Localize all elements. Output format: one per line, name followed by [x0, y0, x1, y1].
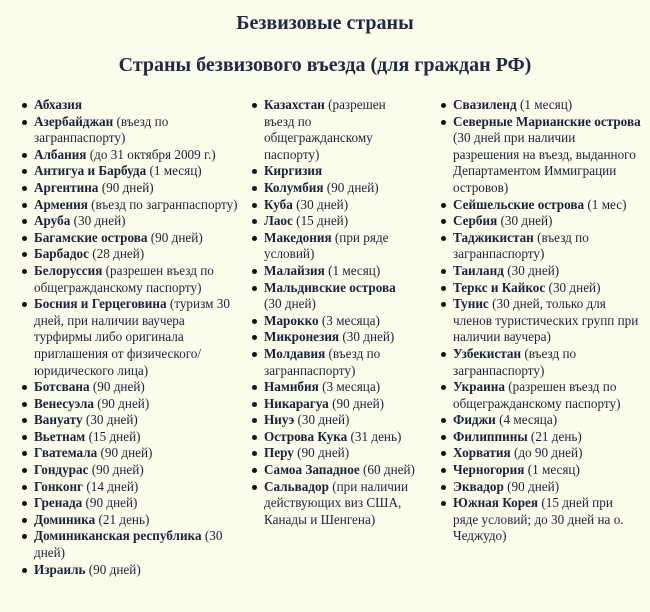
country-name: Перу	[264, 445, 294, 461]
country-list-item	[22, 379, 246, 396]
entry-conditions: (1 месяц)	[146, 163, 202, 179]
entry-conditions: (15 дней при ряде условий; до 30 дней на о. Чеджудо)	[453, 495, 624, 544]
country-name: Доминиканская республика	[34, 528, 202, 544]
entry-conditions: (28 дней)	[88, 246, 145, 262]
country-list-item	[252, 379, 416, 396]
entry-conditions: (90 дней)	[98, 179, 154, 195]
country-name: Таджикистан	[453, 229, 534, 245]
country-list-item	[22, 97, 246, 114]
country-name: Мальдивские острова	[264, 279, 396, 295]
country-list-item	[441, 280, 641, 297]
entry-conditions: (31 день)	[347, 428, 402, 444]
entry-conditions: (при наличии действующих виз США, Канады и Шенгена)	[264, 478, 409, 527]
country-list-item	[441, 263, 641, 280]
entry-conditions: (въезд по загранпаспорту)	[453, 229, 589, 262]
country-list-item	[441, 479, 641, 496]
entry-conditions: (90 дней)	[82, 495, 138, 511]
country-name: Тунис	[453, 296, 489, 312]
entry-conditions: (30 дней при наличии разрешения на въезд, выданного Департаментом Иммиграции островов)	[453, 130, 636, 195]
country-list-item	[22, 180, 246, 197]
country-name: Северные Марианские острова	[453, 113, 641, 129]
country-list-column-3	[441, 97, 641, 545]
entry-conditions: (30 дней)	[503, 262, 560, 278]
entry-conditions: (разрешен въезд по общегражданскому паспорту)	[453, 379, 621, 411]
country-list-item	[441, 462, 641, 479]
entry-conditions: (90 дней)	[503, 478, 560, 494]
entry-conditions: (90 дней)	[97, 445, 153, 461]
country-list-item	[22, 528, 246, 561]
entry-conditions: (разрешен въезд по общегражданскому паспорту)	[34, 262, 214, 295]
country-name: Азербайджан	[34, 113, 114, 129]
entry-conditions: (90 дней)	[94, 395, 150, 411]
country-list-item	[252, 230, 416, 263]
entry-conditions: (до 31 октября 2009 г.)	[86, 146, 216, 162]
entry-conditions: (14 дней)	[83, 478, 139, 494]
country-name: Ниуэ	[264, 412, 295, 428]
country-list-item	[22, 445, 246, 462]
page-title: Безвизовые страны	[236, 12, 414, 34]
page-subtitle: Страны безвизового въезда (для граждан РФ)	[118, 54, 532, 76]
country-name: Сейшельские острова	[453, 196, 585, 212]
country-list-item	[441, 114, 641, 197]
entry-conditions: (30 дней)	[545, 279, 601, 295]
country-list-item	[22, 147, 246, 164]
country-name: Албания	[34, 146, 87, 162]
entry-conditions: (30 дней)	[497, 213, 553, 229]
entry-conditions: (30 дней, только для членов туристических групп при наличии ваучера)	[453, 296, 639, 345]
country-list-item	[252, 180, 416, 197]
country-name: Босния и Герцеговина	[34, 296, 167, 312]
country-list-item	[441, 230, 641, 263]
country-list-item	[22, 197, 246, 214]
country-list-item	[441, 213, 641, 230]
entry-conditions: (15 дней)	[85, 428, 141, 444]
entry-conditions: (21 день)	[95, 511, 150, 527]
entry-conditions: (въезд по загранпаспорту)	[264, 345, 381, 378]
country-list-item	[252, 213, 416, 230]
country-list-item	[441, 429, 641, 446]
country-name: Вьетнам	[34, 428, 86, 444]
country-list-item	[441, 379, 641, 412]
country-list-item	[252, 97, 416, 163]
country-name: Барбадос	[34, 246, 89, 262]
country-list-item	[252, 412, 416, 429]
entry-conditions: (въезд по загранпаспорту)	[453, 345, 577, 378]
country-name: Микронезия	[264, 329, 340, 345]
country-name: Таиланд	[453, 262, 504, 278]
entry-conditions: (30 дней)	[339, 329, 395, 345]
country-list-item	[441, 412, 641, 429]
country-list-item	[441, 97, 641, 114]
country-name: Фиджи	[453, 412, 496, 428]
country-list-item	[441, 495, 641, 545]
country-name: Армения	[34, 196, 88, 212]
entry-conditions: (въезд по загранпаспорту)	[87, 196, 238, 212]
country-name: Гонконг	[34, 478, 84, 494]
country-name: Казахстан	[264, 97, 325, 112]
entry-conditions: (1 месяц)	[324, 262, 381, 278]
country-list-item	[22, 230, 246, 247]
entry-conditions: (при ряде условий)	[264, 229, 389, 262]
country-list-column-1	[22, 97, 246, 578]
entry-conditions: (3 месяца)	[318, 379, 381, 395]
country-list-item	[441, 197, 641, 214]
country-name: Вануату	[34, 412, 83, 428]
country-name: Киргизия	[264, 163, 323, 179]
country-name: Куба	[264, 196, 293, 212]
country-name: Острова Кука	[264, 428, 348, 444]
country-list-item	[252, 263, 416, 280]
country-list-item	[252, 163, 416, 180]
entry-conditions: (до 90 дней)	[510, 445, 583, 461]
country-list-item	[22, 479, 246, 496]
entry-conditions: (въезд по загранпаспорту)	[34, 113, 169, 146]
country-name: Никарагуа	[264, 395, 329, 411]
country-name: Доминика	[34, 511, 96, 527]
country-list-item	[252, 462, 416, 479]
country-name: Черногория	[453, 462, 525, 478]
country-list-item	[22, 429, 246, 446]
country-name: Украина	[453, 379, 505, 395]
country-list-item	[22, 495, 246, 512]
country-list-item	[252, 429, 416, 446]
country-list-item	[441, 296, 641, 346]
entry-conditions: (60 дней)	[359, 462, 415, 478]
country-list-item	[252, 445, 416, 462]
country-name: Молдавия	[264, 345, 326, 361]
country-name: Антигуа и Барбуда	[34, 163, 147, 179]
country-list-item	[252, 280, 416, 313]
country-name: Лаос	[264, 213, 293, 229]
entry-conditions: (90 дней)	[88, 462, 144, 478]
country-name: Южная Корея	[453, 495, 539, 511]
country-name: Сальвадор	[264, 478, 329, 494]
country-name: Аргентина	[34, 179, 99, 195]
country-list-item	[252, 396, 416, 413]
entry-conditions: (90 дней)	[323, 179, 379, 195]
entry-conditions: (туризм 30 дней, при наличии ваучера турфирмы либо оригинала приглашения от физического/юридического лица)	[34, 296, 230, 378]
country-list-item	[22, 213, 246, 230]
country-name: Гренада	[34, 495, 83, 511]
country-list-item	[22, 396, 246, 413]
entry-conditions: (30 дней)	[82, 412, 138, 428]
country-list-item	[22, 562, 246, 579]
country-list-item	[22, 246, 246, 263]
country-name: Македония	[264, 229, 332, 245]
country-list-column-2	[252, 97, 416, 528]
country-list-item	[252, 313, 416, 330]
country-name: Свазиленд	[453, 97, 517, 112]
country-name: Эквадор	[453, 478, 504, 494]
country-list-item	[22, 163, 246, 180]
entry-conditions: (1 мес)	[584, 196, 627, 212]
country-name: Израиль	[34, 561, 86, 577]
country-name: Венесуэла	[34, 395, 94, 411]
country-list-item	[441, 346, 641, 379]
country-name: Малайзия	[264, 262, 325, 278]
country-name: Гондурас	[34, 462, 89, 478]
country-name: Гватемала	[34, 445, 98, 461]
country-list-item	[252, 479, 416, 529]
country-list-item	[252, 346, 416, 379]
country-name: Намибия	[264, 379, 319, 395]
entry-conditions: (3 месяца)	[318, 312, 380, 328]
entry-conditions: (90 дней)	[328, 395, 385, 411]
entry-conditions: (1 месяц)	[524, 462, 580, 478]
country-list-item	[22, 296, 246, 379]
country-name: Абхазия	[34, 97, 82, 112]
country-list-item	[22, 462, 246, 479]
country-name: Филиппины	[453, 428, 528, 444]
entry-conditions: (30 дней)	[34, 528, 223, 561]
country-name: Сербия	[453, 213, 498, 229]
country-name: Самоа Западное	[264, 462, 360, 478]
entry-conditions: (30 дней)	[70, 213, 126, 229]
country-name: Белоруссия	[34, 262, 103, 278]
country-list-item	[22, 114, 246, 147]
country-name: Хорватия	[453, 445, 511, 461]
country-name: Теркс и Кайкос	[453, 279, 546, 295]
entry-conditions: (30 дней)	[264, 296, 316, 312]
country-list-item	[252, 197, 416, 214]
entry-conditions: (30 дней)	[294, 412, 350, 428]
entry-conditions: (15 дней)	[292, 213, 349, 229]
country-list-item	[22, 412, 246, 429]
country-name: Аруба	[34, 213, 71, 229]
entry-conditions: (1 месяц)	[516, 97, 573, 112]
entry-conditions: (30 дней)	[292, 196, 349, 212]
country-list-item	[252, 329, 416, 346]
entry-conditions: (90 дней)	[85, 561, 141, 577]
country-name: Узбекистан	[453, 345, 522, 361]
entry-conditions: (90 дней)	[147, 229, 203, 245]
country-name: Колумбия	[264, 179, 324, 195]
country-name: Марокко	[264, 312, 319, 328]
country-list-item	[22, 512, 246, 529]
country-list-item	[22, 263, 246, 296]
entry-conditions: (4 месяца)	[495, 412, 558, 428]
country-list-item	[441, 445, 641, 462]
country-name: Ботсвана	[34, 379, 90, 395]
entry-conditions: (21 день)	[527, 428, 582, 444]
entry-conditions: (90 дней)	[89, 379, 145, 395]
entry-conditions: (90 дней)	[293, 445, 350, 461]
entry-conditions: (разрешен въезд по общегражданскому паспорту)	[264, 97, 386, 162]
country-name: Багамские острова	[34, 229, 148, 245]
